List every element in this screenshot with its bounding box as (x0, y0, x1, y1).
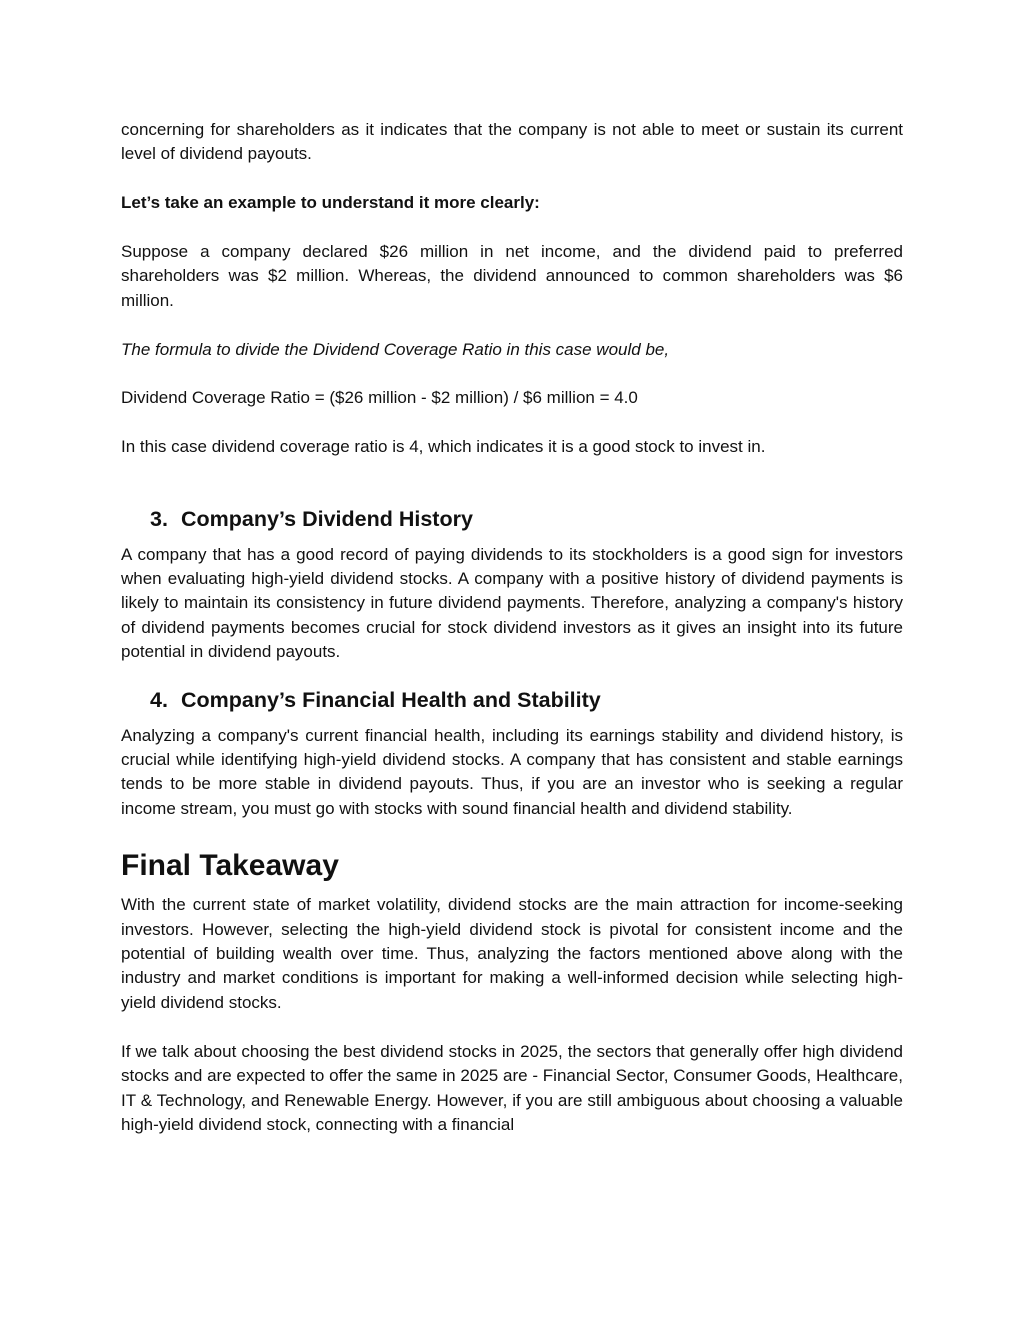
section-4-heading (121, 686, 903, 714)
final-paragraph-1: With the current state of market volatility, dividend stocks are the main attraction for income-seeking investors. However, selecting the high-yield dividend stock is pivotal for consistent income and the potential of building wealth over time. Thus, analyzing the factors mentioned above along with the industry and market conditions is important for making a well-informed decision while selecting high-yield dividend stocks. (121, 895, 903, 1012)
section-4-title: Company’s Financial Health and Stability (181, 687, 601, 712)
final-takeaway-heading: Final Takeaway (121, 849, 339, 883)
example-paragraph: Suppose a company declared $26 million in net income, and the dividend paid to preferred shareholders was $2 million. Whereas, the dividend announced to common shareholders was $6 million. (121, 242, 903, 310)
intro-paragraph: concerning for shareholders as it indicates that the company is not able to meet or sustain its current level of dividend payouts. (121, 120, 903, 164)
formula-intro: The formula to divide the Dividend Coverage Ratio in this case would be, (121, 339, 670, 359)
example-heading: Let’s take an example to understand it more clearly: (121, 193, 540, 213)
document-page (121, 118, 903, 1137)
section-4-body: Analyzing a company's current financial health, including its earnings stability and dividend history, is crucial while identifying high-yield dividend stocks. A company that has consistent and stable earnings tends to be more stable in dividend payouts. Thus, if you are an investor who is seeking a regular income stream, you must go with stocks with sound financial health and dividend stability. (121, 725, 903, 818)
example-conclusion: In this case dividend coverage ratio is 4, which indicates it is a good stock to invest in. (121, 437, 766, 457)
section-3-heading (121, 505, 903, 533)
section-3-title: Company’s Dividend History (181, 506, 473, 531)
section-3-body: A company that has a good record of paying dividends to its stockholders is a good sign for investors when evaluating high-yield dividend stocks. A company with a positive history of dividend payments is likely to maintain its consistency in future dividend payments. Therefore, analyzing a company's history of dividend payments becomes crucial for stock dividend investors as it gives an insight into its future potential in dividend payouts. (121, 544, 903, 662)
section-4-number: 4. (150, 687, 168, 712)
final-paragraph-2: If we talk about choosing the best dividend stocks in 2025, the sectors that generally offer high dividend stocks and are expected to offer the same in 2025 are - Financial Sector, Consumer Goods, Healthcare, IT & Technology, and Renewable Energy. However, if you are still ambiguous about choosing a valuable high-yield dividend stock, connecting with a financial (121, 1041, 903, 1134)
section-3-number: 3. (150, 506, 168, 531)
formula-line: Dividend Coverage Ratio = ($26 million - $2 million) / $6 million = 4.0 (121, 388, 638, 408)
